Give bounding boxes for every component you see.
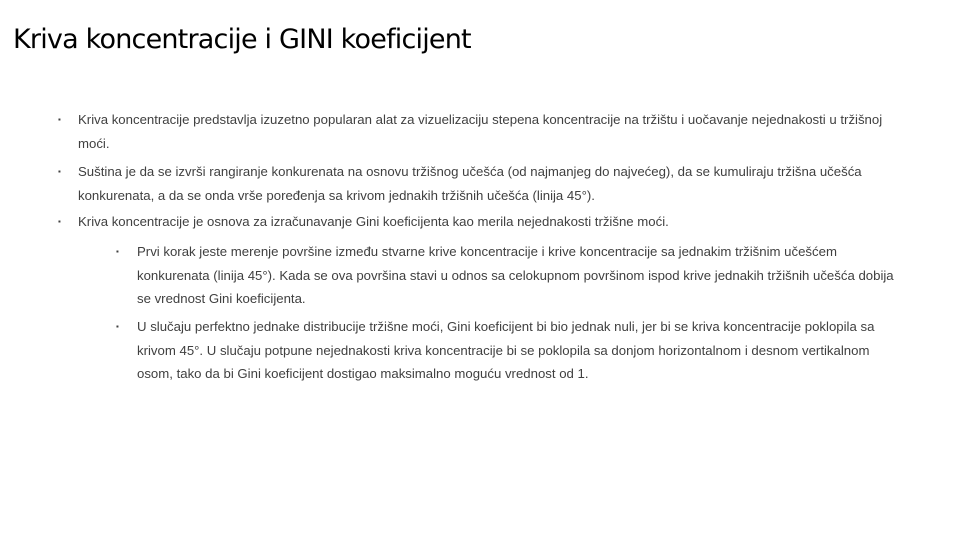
square-bullet-icon: ▪	[58, 217, 61, 226]
bullet-item	[58, 210, 898, 234]
bullet-text: Kriva koncentracije je osnova za izračunavanje Gini koeficijenta kao merila nejednakosti tržišne moći.	[78, 214, 669, 229]
bullet-item	[58, 108, 898, 155]
bullet-text: U slučaju perfektno jednake distribucije tržišne moći, Gini koeficijent bi bio jednak nuli, jer bi se kriva koncentracije poklopila sa krivom 45°. U slučaju potpune nejednakosti kriva koncentracije bi se poklopila sa donjom horizontalnom i desnom vertikalnom osom, tako da bi Gini koeficijent dostigao maksimalno moguću vrednost od 1.	[137, 319, 875, 381]
sub-bullet-item	[116, 240, 902, 311]
bullet-text: Kriva koncentracije predstavlja izuzetno popularan alat za vizuelizaciju stepena koncentracije na tržištu i uočavanje nejednakosti u tržišnoj moći.	[78, 112, 883, 151]
sub-bullet-item	[116, 315, 902, 386]
slide-title: Kriva koncentracije i GINI koeficijent	[13, 24, 471, 55]
bullet-text: Prvi korak jeste merenje površine između stvarne krive koncentracije i krive koncentracije sa jednakim tržišnim učešćem konkurenata (linija 45°). Kada se ova površina stavi u odnos sa celokupnom površinom ispod krive jednakih tržišnih učešća dobija se vrednost Gini koeficijenta.	[137, 244, 894, 306]
bullet-item	[58, 160, 898, 207]
bullet-text: Suština je da se izvrši rangiranje konkurenata na osnovu tržišnog učešća (od najmanjeg do najvećeg), da se kumuliraju tržišna učešća konkurenata, a da se onda vrše poređenja sa krivom jednakih tržišnih učešća (linija 45°).	[78, 164, 862, 203]
square-bullet-icon: ▪	[58, 115, 61, 124]
square-bullet-icon: ▪	[116, 247, 119, 256]
square-bullet-icon: ▪	[58, 167, 61, 176]
square-bullet-icon: ▪	[116, 322, 119, 331]
